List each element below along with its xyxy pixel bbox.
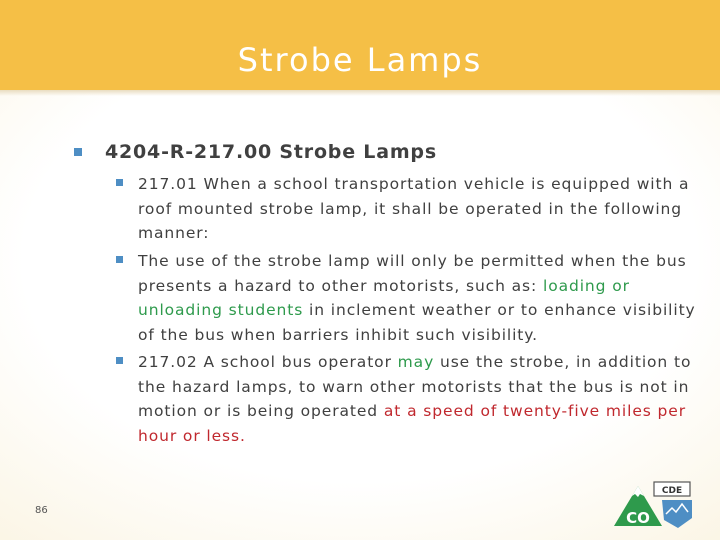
- text-segment: in inclement weather or to enhance visibility of the bus when barriers inhibit such visibility.: [138, 301, 696, 344]
- bullet-paragraph-2: [138, 249, 710, 347]
- bullet-marker: [116, 256, 123, 263]
- state-label: CO: [626, 509, 650, 527]
- bullet-paragraph-1: [138, 172, 710, 246]
- page-number: 86: [35, 505, 48, 516]
- bullet-marker: [74, 148, 82, 156]
- bullet-paragraph-3: [138, 350, 710, 448]
- badge-label: CDE: [661, 486, 683, 496]
- text-segment: use the strobe, in addition to the hazard lamps, to warn other motorists that the bus is not in motion or is being operated: [138, 353, 692, 420]
- text-segment: 217.01 When a school transportation vehicle is equipped with a roof mounted strobe lamp, it shall be operated in the following manner:: [138, 175, 690, 242]
- highlighted-text: at a speed of twenty-five miles per hour or less.: [138, 402, 687, 445]
- highlighted-text: loading or unloading students: [138, 276, 630, 319]
- bullet-marker: [116, 179, 123, 186]
- section-heading: 4204-R-217.00 Strobe Lamps: [105, 141, 437, 163]
- cde-logo: [612, 480, 698, 530]
- bullet-marker: [116, 357, 123, 364]
- text-segment: 217.02 A school bus operator: [138, 353, 398, 371]
- highlighted-text: may: [397, 353, 435, 371]
- text-segment: The use of the strobe lamp will only be permitted when the bus presents a hazard to other motorists, such as:: [138, 252, 687, 295]
- title-bar: [0, 0, 720, 90]
- slide-title: Strobe Lamps: [237, 41, 483, 79]
